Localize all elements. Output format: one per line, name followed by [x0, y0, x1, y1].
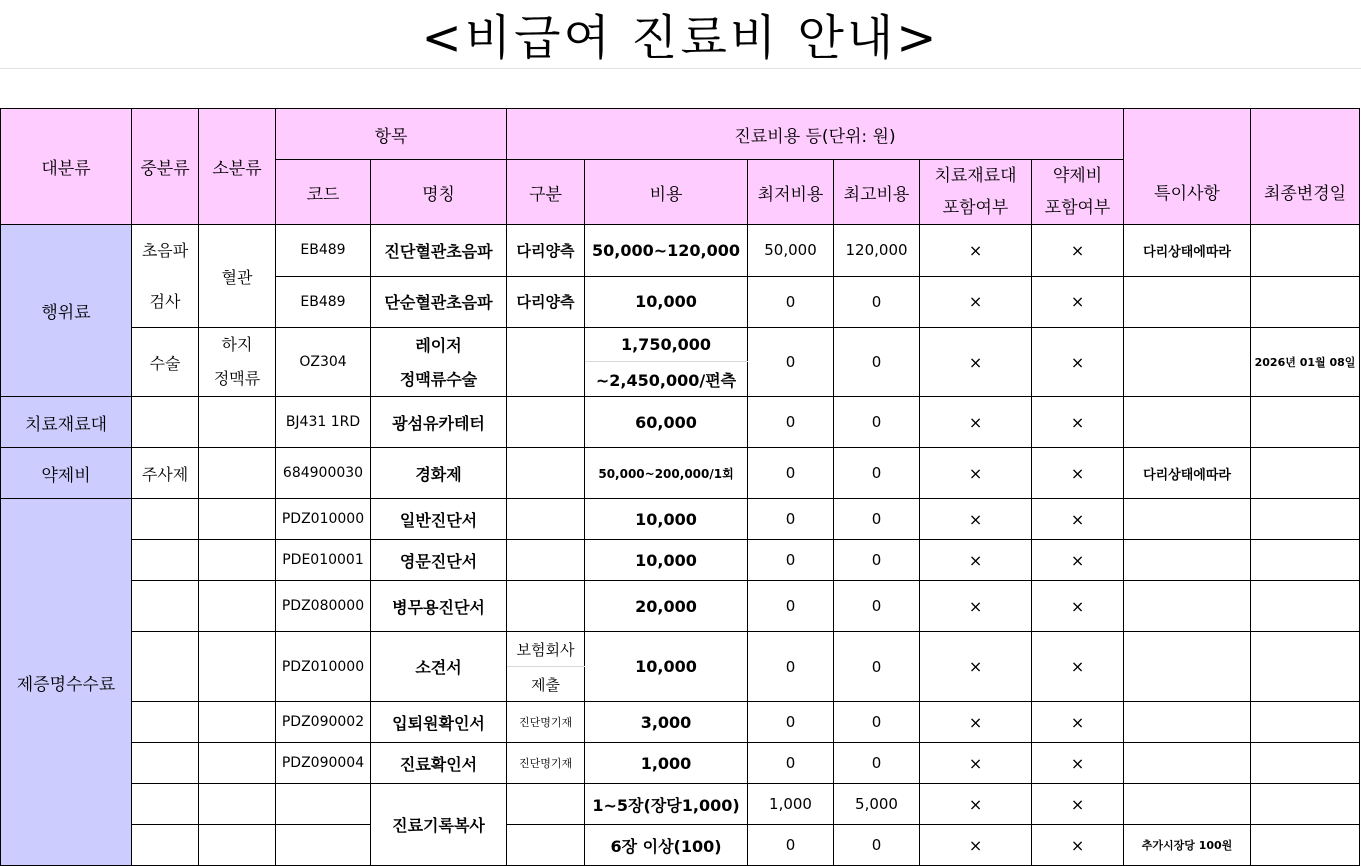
cell-name: 소견서 — [371, 632, 507, 702]
cell-name: 입퇴원확인서 — [371, 702, 507, 743]
cell-cost: 1,000 — [585, 743, 748, 784]
middle-injection: 주사제 — [132, 448, 199, 499]
cell-division — [507, 448, 585, 499]
page-title: <비급여 진료비 안내> — [421, 10, 940, 66]
cell-drug-included: × — [1032, 825, 1124, 866]
cell-code — [276, 784, 371, 825]
cell-cost: ~2,450,000/편측 — [585, 362, 748, 397]
cell-drug-included: × — [1032, 540, 1124, 581]
cell-min-cost: 0 — [748, 632, 834, 702]
header-minor: 소분류 — [199, 109, 276, 225]
cell-name: 일반진단서 — [371, 499, 507, 540]
cell-code: PDZ080000 — [276, 581, 371, 632]
cell-cost: 10,000 — [585, 499, 748, 540]
cell-last-changed — [1251, 825, 1360, 866]
cell-code — [276, 825, 371, 866]
cell-drug-included: × — [1032, 632, 1124, 702]
cell-division: 제출 — [507, 667, 585, 702]
cell-material-included: × — [920, 328, 1032, 397]
cell-material-included: × — [920, 581, 1032, 632]
cell-division: 진단명기재 — [507, 743, 585, 784]
cell-min-cost: 0 — [748, 499, 834, 540]
cell-middle — [132, 743, 199, 784]
cell-min-cost: 0 — [748, 825, 834, 866]
cell-min-cost: 0 — [748, 397, 834, 448]
cell-division — [507, 581, 585, 632]
cell-name: 광섬유카테터 — [371, 397, 507, 448]
cell-material-included: × — [920, 702, 1032, 743]
table-row — [1, 499, 1360, 540]
cell-cost: 10,000 — [585, 276, 748, 328]
minor-varicose-line1: 하지 — [221, 335, 253, 354]
cell-last-changed — [1251, 225, 1360, 277]
category-drug: 약제비 — [1, 448, 132, 499]
table-row — [1, 743, 1360, 784]
table-row — [1, 328, 1360, 362]
cell-division — [507, 825, 585, 866]
minor-varicose — [199, 328, 276, 397]
table-row — [1, 225, 1360, 277]
cell-max-cost: 0 — [834, 702, 920, 743]
category-procedure: 행위료 — [1, 225, 132, 397]
cell-code: PDZ010000 — [276, 499, 371, 540]
cell-material-included: × — [920, 743, 1032, 784]
header-middle: 중분류 — [132, 109, 199, 225]
cell-drug-included: × — [1032, 581, 1124, 632]
header-remarks-top — [1124, 109, 1251, 160]
cell-division — [507, 499, 585, 540]
cell-max-cost: 120,000 — [834, 225, 920, 277]
cell-material-included: × — [920, 540, 1032, 581]
cell-name: 단순혈관초음파 — [371, 276, 507, 328]
cell-name: 진료확인서 — [371, 743, 507, 784]
cell-division — [507, 784, 585, 825]
cell-drug-included: × — [1032, 397, 1124, 448]
table-row — [1, 632, 1360, 667]
category-material: 치료재료대 — [1, 397, 132, 448]
title-bar — [0, 0, 1361, 69]
cell-cost: 50,000~200,000/1회 — [585, 448, 748, 499]
cell-max-cost: 0 — [834, 499, 920, 540]
table-row — [1, 825, 1360, 866]
cell-cost: 1,750,000 — [585, 328, 748, 362]
cell-material-included: × — [920, 825, 1032, 866]
cell-remarks — [1124, 784, 1251, 825]
table-row — [1, 448, 1360, 499]
cell-middle — [132, 499, 199, 540]
cell-remarks — [1124, 499, 1251, 540]
cell-drug-included: × — [1032, 276, 1124, 328]
cell-min-cost: 0 — [748, 276, 834, 328]
cell-drug-included: × — [1032, 702, 1124, 743]
cell-name: 레이저 — [371, 328, 507, 362]
cell-remarks — [1124, 632, 1251, 702]
table-row — [1, 702, 1360, 743]
minor-vascular: 혈관 — [199, 225, 276, 328]
cell-last-changed — [1251, 702, 1360, 743]
cell-min-cost: 0 — [748, 328, 834, 397]
header-last-changed: 최종변경일 — [1251, 160, 1360, 225]
cell-last-changed — [1251, 540, 1360, 581]
cell-minor — [199, 397, 276, 448]
table-row — [1, 784, 1360, 825]
cell-last-changed — [1251, 743, 1360, 784]
cell-remarks — [1124, 540, 1251, 581]
cell-material-included: × — [920, 632, 1032, 702]
cell-division: 진단명기재 — [507, 702, 585, 743]
cell-code: PDZ010000 — [276, 632, 371, 702]
cell-max-cost: 0 — [834, 743, 920, 784]
cell-remarks: 다리상태에따라 — [1124, 448, 1251, 499]
cell-minor — [199, 825, 276, 866]
cell-max-cost: 0 — [834, 632, 920, 702]
cell-max-cost: 0 — [834, 448, 920, 499]
cell-cost: 1~5장(장당1,000) — [585, 784, 748, 825]
cell-minor — [199, 499, 276, 540]
cell-min-cost: 0 — [748, 743, 834, 784]
header-material-line1: 치료재료대 — [934, 166, 1017, 186]
cell-remarks — [1124, 276, 1251, 328]
cell-middle — [132, 825, 199, 866]
header-cost-group: 진료비용 등(단위: 원) — [507, 109, 1124, 160]
header-material-included — [920, 160, 1032, 225]
cell-max-cost: 0 — [834, 397, 920, 448]
header-drug-line1: 약제비 — [1052, 166, 1103, 186]
header-drug-line2: 포함여부 — [1044, 198, 1111, 218]
cell-remarks — [1124, 581, 1251, 632]
cell-name: 영문진단서 — [371, 540, 507, 581]
cell-minor — [199, 540, 276, 581]
middle-surgery: 수술 — [132, 328, 199, 397]
cell-code: PDE010001 — [276, 540, 371, 581]
cell-code: OZ304 — [276, 328, 371, 397]
cell-name: 경화제 — [371, 448, 507, 499]
cell-min-cost: 50,000 — [748, 225, 834, 277]
cell-max-cost: 0 — [834, 540, 920, 581]
cell-last-changed — [1251, 632, 1360, 702]
cell-min-cost: 0 — [748, 581, 834, 632]
header-date-top — [1251, 109, 1360, 160]
cell-code: PDZ090004 — [276, 743, 371, 784]
header-item: 항목 — [276, 109, 507, 160]
cell-cost: 60,000 — [585, 397, 748, 448]
cell-remarks — [1124, 328, 1251, 397]
cell-max-cost: 0 — [834, 276, 920, 328]
middle-ultrasound-line1: 초음파 — [141, 241, 189, 260]
cell-cost: 50,000~120,000 — [585, 225, 748, 277]
cell-middle — [132, 784, 199, 825]
cell-drug-included: × — [1032, 499, 1124, 540]
middle-ultrasound-line2: 검사 — [149, 292, 181, 311]
cell-cost: 10,000 — [585, 540, 748, 581]
header-min-cost: 최저비용 — [748, 160, 834, 225]
cell-division — [507, 328, 585, 397]
cell-minor — [199, 448, 276, 499]
cell-cost: 3,000 — [585, 702, 748, 743]
cell-last-changed — [1251, 397, 1360, 448]
cell-last-changed — [1251, 784, 1360, 825]
table-row — [1, 540, 1360, 581]
cell-last-changed — [1251, 276, 1360, 328]
cell-minor — [199, 581, 276, 632]
header-remarks: 특이사항 — [1124, 160, 1251, 225]
cell-middle — [132, 632, 199, 702]
cell-code: PDZ090002 — [276, 702, 371, 743]
cell-code: EB489 — [276, 276, 371, 328]
cell-last-changed — [1251, 581, 1360, 632]
cell-name: 정맥류수술 — [371, 362, 507, 397]
cell-material-included: × — [920, 448, 1032, 499]
cell-division: 다리양측 — [507, 276, 585, 328]
header-cost: 비용 — [585, 160, 748, 225]
cell-cost: 20,000 — [585, 581, 748, 632]
header-division: 구분 — [507, 160, 585, 225]
cell-division: 다리양측 — [507, 225, 585, 277]
cell-name: 진단혈관초음파 — [371, 225, 507, 277]
table-row — [1, 397, 1360, 448]
category-certificate: 제증명수수료 — [1, 499, 132, 866]
minor-varicose-line2: 정맥류 — [213, 369, 261, 388]
cell-minor — [199, 743, 276, 784]
cell-min-cost: 1,000 — [748, 784, 834, 825]
cell-last-changed — [1251, 448, 1360, 499]
cell-division: 보험회사 — [507, 632, 585, 667]
header-max-cost: 최고비용 — [834, 160, 920, 225]
cell-drug-included: × — [1032, 784, 1124, 825]
cell-minor — [199, 632, 276, 702]
header-major: 대분류 — [1, 109, 132, 225]
cell-middle — [132, 540, 199, 581]
cell-code: EB489 — [276, 225, 371, 277]
cell-last-changed: 2026년 01월 08일 — [1251, 328, 1360, 397]
cell-cost: 6장 이상(100) — [585, 825, 748, 866]
cell-name: 진료기록복사 — [371, 784, 507, 866]
cell-middle — [132, 397, 199, 448]
cell-division — [507, 540, 585, 581]
cell-material-included: × — [920, 276, 1032, 328]
cell-max-cost: 5,000 — [834, 784, 920, 825]
cell-remarks — [1124, 397, 1251, 448]
cell-material-included: × — [920, 784, 1032, 825]
cell-cost: 10,000 — [585, 632, 748, 702]
cell-remarks — [1124, 702, 1251, 743]
cell-remarks: 다리상태에따라 — [1124, 225, 1251, 277]
cell-max-cost: 0 — [834, 581, 920, 632]
cell-material-included: × — [920, 225, 1032, 277]
middle-ultrasound — [132, 225, 199, 328]
table-row — [1, 581, 1360, 632]
fee-table — [0, 108, 1360, 866]
cell-minor — [199, 784, 276, 825]
cell-remarks: 추가시장당 100원 — [1124, 825, 1251, 866]
cell-min-cost: 0 — [748, 702, 834, 743]
header-drug-included — [1032, 160, 1124, 225]
cell-last-changed — [1251, 499, 1360, 540]
header-material-line2: 포함여부 — [942, 198, 1009, 218]
header-name: 명칭 — [371, 160, 507, 225]
cell-drug-included: × — [1032, 448, 1124, 499]
cell-name: 병무용진단서 — [371, 581, 507, 632]
header-code: 코드 — [276, 160, 371, 225]
cell-max-cost: 0 — [834, 825, 920, 866]
cell-code: BJ431 1RD — [276, 397, 371, 448]
cell-drug-included: × — [1032, 328, 1124, 397]
cell-middle — [132, 702, 199, 743]
cell-division — [507, 397, 585, 448]
cell-min-cost: 0 — [748, 448, 834, 499]
cell-material-included: × — [920, 499, 1032, 540]
cell-minor — [199, 702, 276, 743]
cell-material-included: × — [920, 397, 1032, 448]
cell-max-cost: 0 — [834, 328, 920, 397]
cell-code: 684900030 — [276, 448, 371, 499]
header-row — [1, 109, 1360, 160]
cell-remarks — [1124, 743, 1251, 784]
cell-middle — [132, 581, 199, 632]
cell-drug-included: × — [1032, 743, 1124, 784]
cell-min-cost: 0 — [748, 540, 834, 581]
cell-drug-included: × — [1032, 225, 1124, 277]
